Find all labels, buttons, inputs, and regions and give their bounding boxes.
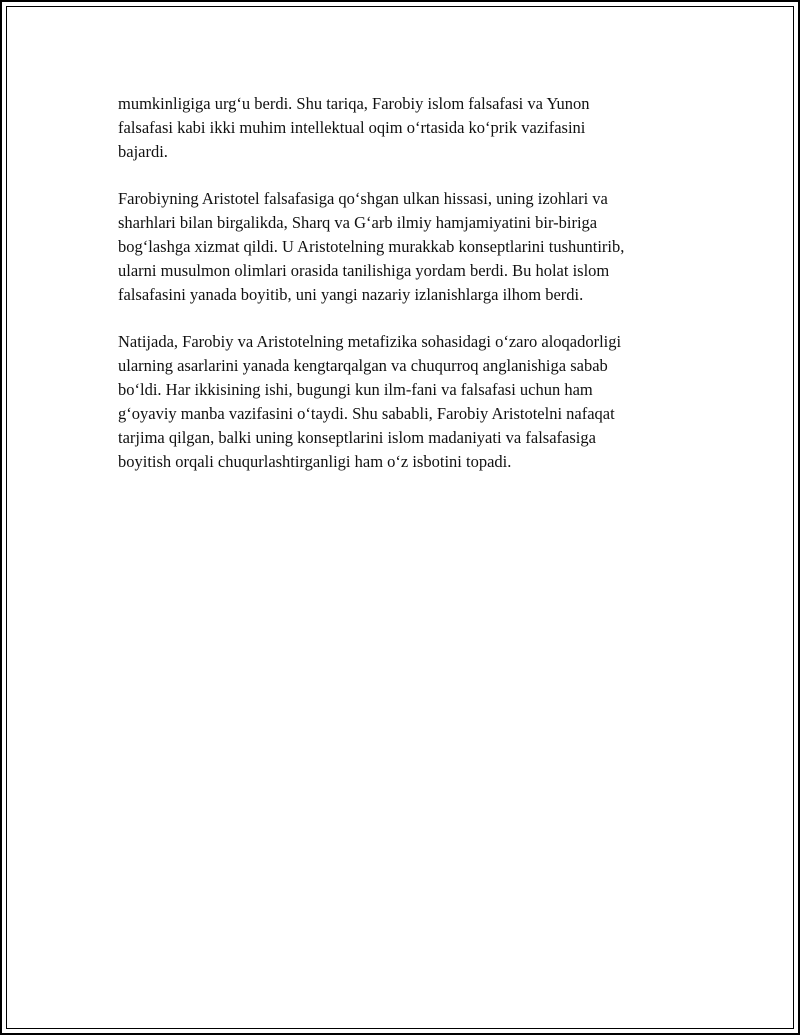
paragraph-3: Natijada, Farobiy va Aristotelning metafizika sohasidagi o‘zaro aloqadorligi ularning asarlarini yanada kengtarqalgan va chuqurroq anglanishiga sabab bo‘ldi. Har ikkisining ishi, bugungi kun ilm-fani va falsafasi uchun ham g‘oyaviy manba vazifasini o‘taydi. Shu sababli, Farobiy Aristotelni nafaqat tarjima qilgan, balki uning konseptlarini islom madaniyati va falsafasiga boyitish orqali chuqurlashtirganligi ham o‘z isbotini topadi. — [118, 332, 622, 471]
paragraph-1: mumkinligiga urg‘u berdi. Shu tariqa, Farobiy islom falsafasi va Yunon falsafasi kabi ikki muhim intellektual oqim o‘rtasida ko‘prik vazifasini bajardi. — [118, 94, 590, 161]
paragraph-2: Farobiyning Aristotel falsafasiga qo‘shgan ulkan hissasi, uning izohlari va sharhlari bilan birgalikda, Sharq va G‘arb ilmiy hamjamiyatini bir-biriga bog‘lashga xizmat qildi. U Aristotelning murakkab konseptlarini tushuntirib, ularni musulmon olimlari orasida tanilishiga yordam berdi. Bu holat islom falsafasini yanada boyitib, uni yangi nazariy izlanishlarga ilhom berdi. — [118, 189, 625, 304]
document-body — [118, 92, 698, 497]
